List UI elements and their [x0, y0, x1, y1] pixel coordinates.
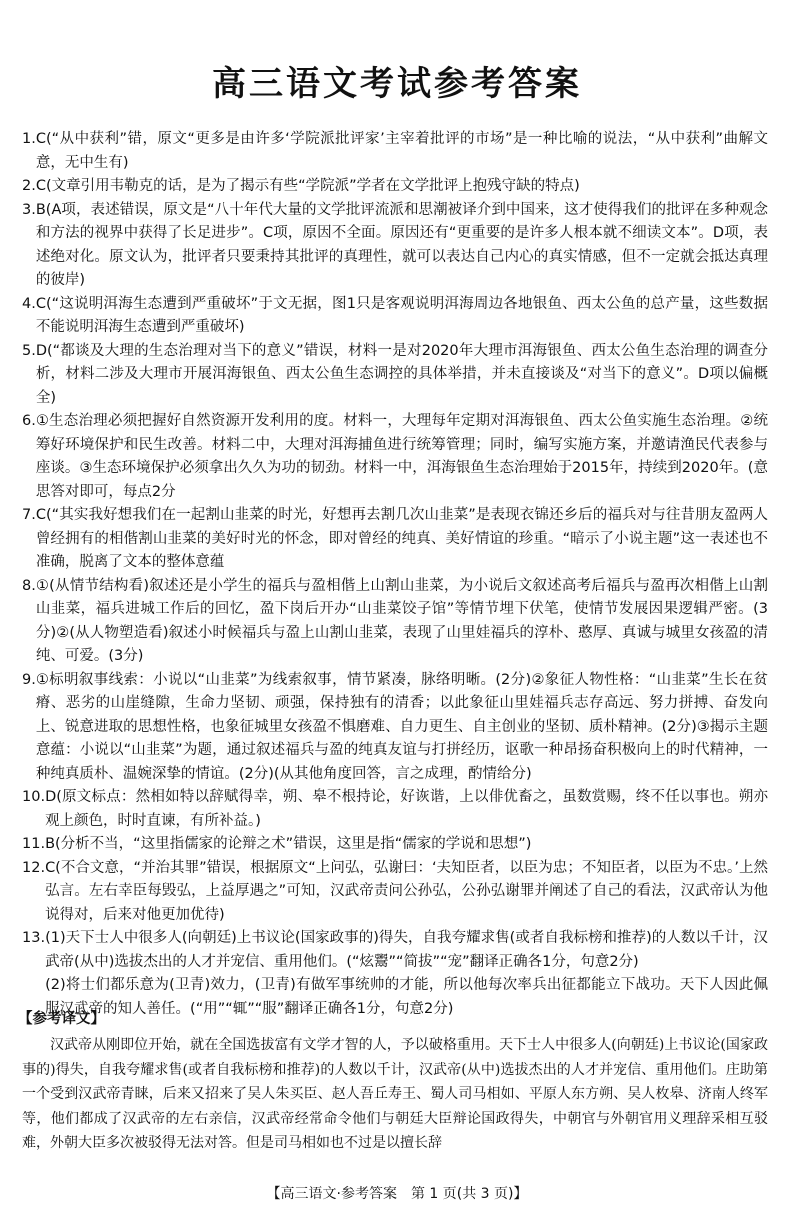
- answer-number: 2.: [22, 178, 36, 194]
- translation-text: 汉武帝从刚即位开始，就在全国选拔富有文学才智的人，予以破格重用。天下士人中很多人(向朝廷)上书议论(国家政事的)得失，自我夸耀求售(或者自我标榜和推荐)的人数以千计，汉武帝(从中)选拔杰出的人才并宠信、重用他们。庄助第一个受到汉武帝青睐，后来又招来了吴人朱买臣、赵人吾丘寿王、蜀人司马相如、平原人东方朔、吴人枚皋、济南人终军等，他们都成了汉武帝的左右亲信，汉武帝经常命令他们与朝廷大臣辩论国政得失，中朝官与外朝官用义理辞采相互驳难，外朝大臣多次被驳得无法对答。但是司马相如也不过是以擅长辞: [22, 1037, 768, 1151]
- answer-text: ①生态治理必须把握好自然资源开发利用的度。材料一，大理每年定期对洱海银鱼、西太公鱼实施生态治理。②统筹好环境保护和民生改善。材料二中，大理对洱海捕鱼进行统筹管理；同时，编写实施方案，并邀请渔民代表参与座谈。③生态环境保护必须拿出久久为功的韧劲。材料一中，洱海银鱼生态治理始于2015年，持续到2020年。(意思答对即可，每点2分: [35, 413, 768, 500]
- answer-text: C(不合文意，“并治其罪”错误，根据原文“上问弘，弘谢曰：‘夫知臣者，以臣为忠；不知臣者，以臣为不忠。’上然弘言。左右幸臣每毁弘，上益厚遇之”可知，汉武帝责问公孙弘，公孙弘谢罪并阐述了自己的看法，汉武帝认为他说得对，后来对他更加优待): [45, 859, 768, 923]
- answer-text: ①标明叙事线索：小说以“山韭菜”为线索叙事，情节紧凑，脉络明晰。(2分)②象征人物性格：“山韭菜”生长在贫瘠、恶劣的山崖缝隙，生命力坚韧、顽强，保持独有的清香；以此象征山里娃福兵志存高远、努力拼搏、奋发向上、锐意进取的思想性格，也象征城里女孩盈不惧磨难、自力更生、自主创业的坚韧、质朴精神。(2分)③揭示主题意蕴：小说以“山韭菜”为题，通过叙述福兵与盈的纯真友谊与打拼经历，讴歌一种昂扬奋积极向上的时代精神，一种纯真质朴、温婉深挚的情谊。(2分)(从其他角度回答，言之成理，酌情给分): [35, 671, 768, 782]
- answer-number: 13.: [22, 930, 46, 946]
- answer-text: C(文章引用韦勒克的话，是为了揭示有些“学院派”学者在文学批评上抱残守缺的特点): [35, 178, 580, 194]
- answer-text-part1: (1)天下士人中很多人(向朝廷)上书议论(国家政事的)得失，自我夸耀求售(或者自我标榜和推荐)的人数以千计，汉武帝(从中)选拔杰出的人才并宠信、重用他们。(“炫鬻”“简拔”“宠”翻译正确各1分，句意2分): [45, 930, 768, 970]
- answer-text: D(原文标点：然相如特以辞赋得幸，朔、皋不根持论，好诙谐，上以俳优畜之，虽数赏赐，终不任以事也。朔亦观上颜色，时时直谏，有所补益。): [45, 789, 768, 829]
- answer-item: [22, 786, 768, 833]
- answer-list: [22, 128, 768, 1021]
- answer-text: [45, 927, 768, 1021]
- answer-number: 11.: [22, 836, 46, 852]
- answer-item: [22, 669, 768, 787]
- answer-text: B(A项，表述错误，原文是“八十年代大量的文学批评流派和思潮被译介到中国来，这才使得我们的批评在多种观念和方法的视界中获得了长足进步”。C项，原因不全面。原因还有“更重要的是许多人根本就不细读文本”。D项，表述绝对化。原文认为，批评者只要秉持其批评的真理性，就可以表达自己内心的真实情感，但不一定就会抵达真理的彼岸): [35, 201, 768, 288]
- answer-item: [22, 857, 768, 928]
- page-title: 高三语文考试参考答案: [212, 64, 582, 104]
- answer-item: [22, 199, 768, 293]
- answer-text: C(“其实我好想我们在一起割山韭菜的时光，好想再去割几次山韭菜”是表现衣锦还乡后的福兵对与往昔朋友盈两人曾经拥有的相偕割山韭菜的美好时光的怀念，即对曾经的纯真、美好情谊的珍重。“暗示了小说主题”这一表述也不准确，脱离了文本的整体意蕴: [35, 507, 768, 570]
- answer-item: [22, 175, 768, 199]
- answer-item: [22, 833, 768, 857]
- answer-text-part2: (2)将士们都乐意为(卫青)效力，(卫青)有做军事统帅的才能，所以他每次率兵出征都能立下战功。天下人因此佩服汉武帝的知人善任。(“用”“辄”“服”翻译正确各1分，句意2分): [45, 977, 768, 1017]
- answer-text: D(“都谈及大理的生态治理对当下的意义”错误，材料一是对2020年大理市洱海银鱼、西太公鱼生态治理的调查分析，材料二涉及大理市开展洱海银鱼、西太公鱼生态调控的具体举措，并未直接谈及“对当下的意义”。D项以偏概全): [35, 342, 768, 406]
- answer-text: B(分析不当，“这里指儒家的论辩之术”错误，这里是指“儒家的学说和思想”): [45, 836, 532, 852]
- answer-number: 3.: [22, 201, 36, 218]
- answer-text: ①(从情节结构看)叙述还是小学生的福兵与盈相偕上山割山韭菜，为小说后文叙述高考后福兵与盈再次相偕上山割山韭菜，福兵进城工作后的回忆，盈下岗后开办“山韭菜饺子馆”等情节埋下伏笔，使情节发展因果逻辑严密。(3分)②(从人物塑造看)叙述小时候福兵与盈上山割山韭菜，表现了山里娃福兵的淳朴、憨厚、真诚与城里女孩盈的清纯、可爱。(3分): [35, 577, 768, 664]
- answer-text: C(“从中获利”错，原文“更多是由许多‘学院派批评家’主宰着批评的市场”是一种比喻的说法，“从中获利”曲解文意，无中生有): [35, 131, 768, 171]
- answer-number: 9.: [22, 671, 36, 688]
- answer-number: 5.: [22, 342, 36, 359]
- answer-number: 6.: [22, 413, 36, 429]
- answer-number: 1.: [22, 131, 36, 147]
- answer-item: [22, 410, 768, 504]
- answer-item: [22, 128, 768, 175]
- answer-item: [22, 504, 768, 575]
- answer-number: 4.: [22, 295, 36, 312]
- answer-number: 10.: [22, 789, 46, 805]
- answer-item: [22, 293, 768, 340]
- answer-item: [22, 575, 768, 669]
- answer-number: 12.: [22, 859, 46, 876]
- answer-item: [22, 340, 768, 411]
- page-footer: 【高三语文·参考答案 第 1 页(共 3 页)】: [266, 1186, 528, 1202]
- answer-number: 8.: [22, 577, 36, 594]
- answer-text: C(“这说明洱海生态遭到严重破坏”于文无据，图1只是客观说明洱海周边各地银鱼、西太公鱼的总产量，这些数据不能说明洱海生态遭到严重破坏): [35, 295, 768, 335]
- answer-item: [22, 927, 768, 1021]
- answer-number: 7.: [22, 507, 36, 523]
- translation-heading: 【参考译文】: [18, 1011, 105, 1027]
